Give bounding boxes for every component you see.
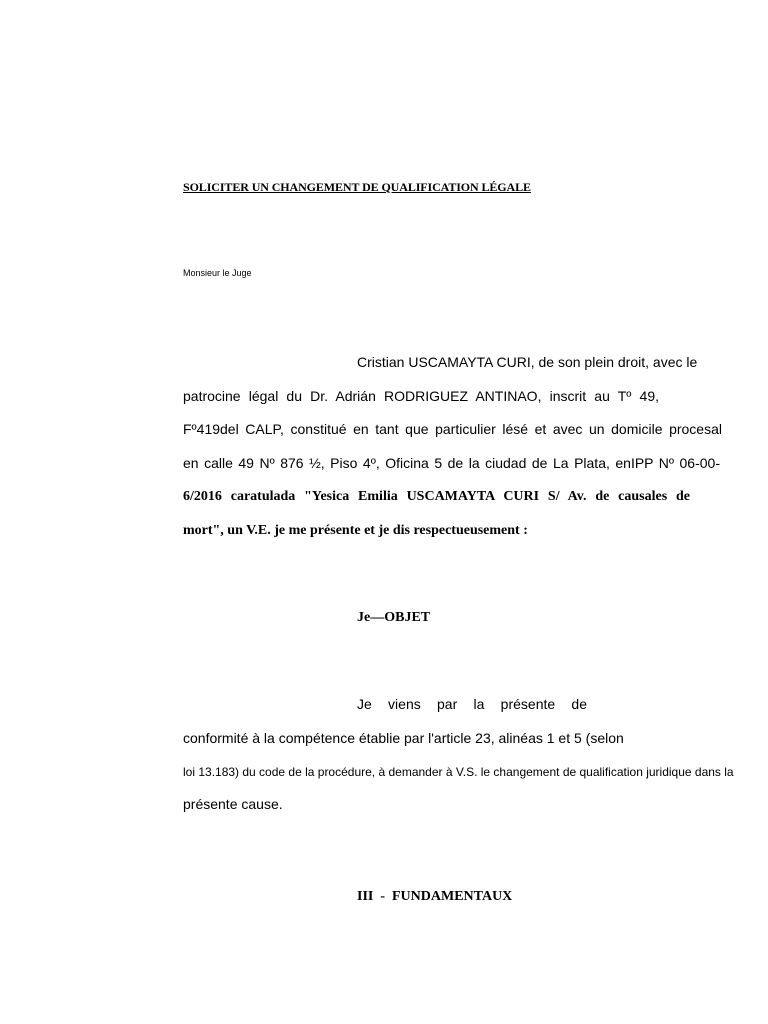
section1-heading: Je—OBJET: [357, 610, 431, 625]
salutation: Monsieur le Juge: [183, 268, 252, 278]
paragraph1-line4: en calle 49 Nº 876 ½, Piso 4º, Oficina 5 de la ciudad de La Plata, enIPP Nº 06-00-: [183, 455, 720, 471]
paragraph1-line6: mort", un V.E. je me présente et je dis respectueusement :: [183, 523, 528, 538]
paragraph1-line2: patrocine légal du Dr. Adrián RODRIGUEZ ANTINAO, inscrit au Tº 49,: [183, 388, 659, 404]
paragraph2-line4: présente cause.: [183, 796, 283, 812]
paragraph1-line1: Cristian USCAMAYTA CURI, de son plein droit, avec le: [357, 354, 698, 370]
paragraph2-line2: conformité à la compétence établie par l'article 23, alinéas 1 et 5 (selon: [183, 730, 624, 746]
paragraph1-line5: 6/2016 caratulada "Yesica Emilia USCAMAYTA CURI S/ Av. de causales de: [183, 489, 690, 504]
section3-heading: III - FUNDAMENTAUX: [357, 889, 513, 904]
document-title: SOLICITER UN CHANGEMENT DE QUALIFICATION LÉGALE: [183, 180, 531, 194]
paragraph2-line3: loi 13.183) du code de la procédure, à demander à V.S. le changement de qualification juridique dans la: [183, 765, 734, 779]
paragraph1-line3: Fº419del CALP, constitué en tant que particulier lésé et avec un domicile procesal: [183, 421, 722, 437]
paragraph2-line1: Je viens par la présente de: [357, 696, 587, 712]
